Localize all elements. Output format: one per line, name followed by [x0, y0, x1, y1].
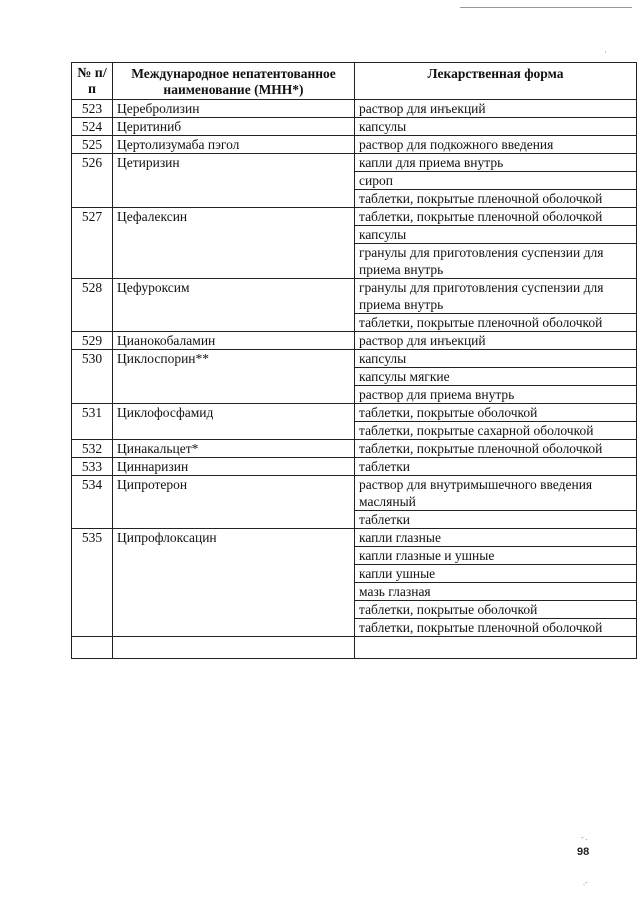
dosage-form: раствор для приема внутрь — [355, 386, 637, 404]
column-header-number: № п/п — [72, 63, 113, 100]
drug-name: Цефалексин — [113, 208, 355, 279]
table-row — [72, 458, 637, 476]
row-number: 532 — [72, 440, 113, 458]
row-number: 535 — [72, 529, 113, 637]
table-body — [72, 100, 637, 659]
row-number: 528 — [72, 279, 113, 332]
header-row — [72, 63, 637, 100]
dosage-form: капли ушные — [355, 565, 637, 583]
medicines-table — [71, 62, 637, 659]
dosage-form: мазь глазная — [355, 583, 637, 601]
dosage-form: таблетки, покрытые оболочкой — [355, 601, 637, 619]
dosage-form: раствор для инъекций — [355, 100, 637, 118]
dosage-form: гранулы для приготовления суспензии для приема внутрь — [355, 244, 637, 279]
drug-name: Цефуроксим — [113, 279, 355, 332]
drug-name: Циклофосфамид — [113, 404, 355, 440]
dosage-form: капсулы — [355, 350, 637, 368]
dosage-form: таблетки, покрытые пленочной оболочкой — [355, 190, 637, 208]
empty-cell — [113, 637, 355, 659]
table-row — [72, 154, 637, 172]
drug-name: Цианокобаламин — [113, 332, 355, 350]
dosage-form: таблетки, покрытые пленочной оболочкой — [355, 208, 637, 226]
dosage-form: таблетки, покрытые пленочной оболочкой — [355, 619, 637, 637]
drug-name: Церебролизин — [113, 100, 355, 118]
row-number: 529 — [72, 332, 113, 350]
dosage-form: таблетки — [355, 511, 637, 529]
drug-name: Циннаризин — [113, 458, 355, 476]
page-number: 98 — [577, 846, 590, 858]
table-row — [72, 404, 637, 422]
row-number: 533 — [72, 458, 113, 476]
top-rule — [460, 7, 632, 8]
drug-name: Церитиниб — [113, 118, 355, 136]
dosage-form: капли для приема внутрь — [355, 154, 637, 172]
row-number: 525 — [72, 136, 113, 154]
row-number: 527 — [72, 208, 113, 279]
dosage-form: раствор для инъекций — [355, 332, 637, 350]
drug-name: Цетиризин — [113, 154, 355, 208]
row-number: 530 — [72, 350, 113, 404]
row-number: 531 — [72, 404, 113, 440]
table-row — [72, 208, 637, 226]
table-row — [72, 350, 637, 368]
dosage-form: капсулы мягкие — [355, 368, 637, 386]
dosage-form: таблетки, покрытые пленочной оболочкой — [355, 314, 637, 332]
dosage-form: таблетки, покрытые оболочкой — [355, 404, 637, 422]
scan-speck: .- — [583, 878, 588, 887]
dosage-form: раствор для подкожного введения — [355, 136, 637, 154]
dosage-form: таблетки — [355, 458, 637, 476]
scan-speck: ˙ — [604, 50, 607, 60]
empty-cell — [355, 637, 637, 659]
row-number: 534 — [72, 476, 113, 529]
dosage-form: капли глазные — [355, 529, 637, 547]
table-row — [72, 136, 637, 154]
dosage-form: капли глазные и ушные — [355, 547, 637, 565]
table-row — [72, 332, 637, 350]
row-number: 523 — [72, 100, 113, 118]
dosage-form: раствор для внутримышечного введения масляный — [355, 476, 637, 511]
table-row — [72, 118, 637, 136]
empty-cell — [72, 637, 113, 659]
dosage-form: таблетки, покрытые пленочной оболочкой — [355, 440, 637, 458]
dosage-form: капсулы — [355, 118, 637, 136]
dosage-form: таблетки, покрытые сахарной оболочкой — [355, 422, 637, 440]
table-row — [72, 279, 637, 314]
table-row — [72, 476, 637, 511]
table-row — [72, 529, 637, 547]
drug-name: Ципрофлоксацин — [113, 529, 355, 637]
dosage-form: сироп — [355, 172, 637, 190]
column-header-dosage-form: Лекарственная форма — [355, 63, 637, 100]
table-row — [72, 440, 637, 458]
row-number: 526 — [72, 154, 113, 208]
table-row — [72, 100, 637, 118]
table-continuation — [72, 637, 637, 659]
drug-name: Ципротерон — [113, 476, 355, 529]
dosage-form: капсулы — [355, 226, 637, 244]
dosage-form: гранулы для приготовления суспензии для приема внутрь — [355, 279, 637, 314]
drug-name: Цертолизумаба пэгол — [113, 136, 355, 154]
scan-speck: - . — [581, 833, 588, 842]
drug-name: Циклоспорин** — [113, 350, 355, 404]
column-header-inn-name: Международное непатентованное наименование (МНН*) — [113, 63, 355, 100]
row-number: 524 — [72, 118, 113, 136]
drug-name: Цинакальцет* — [113, 440, 355, 458]
